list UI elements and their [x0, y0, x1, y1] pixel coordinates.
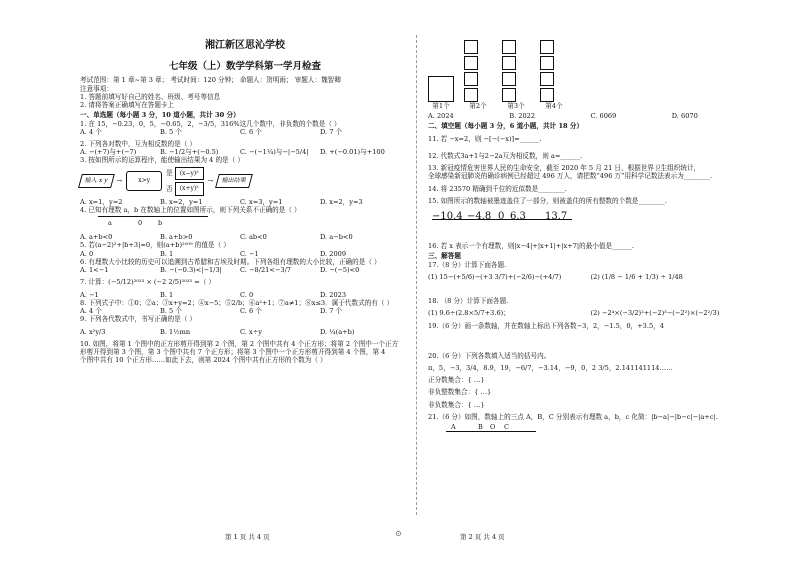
fig-label: 第2个 [469, 102, 487, 110]
option: D. 7 个 [320, 307, 343, 316]
nl-num: −4.8 [467, 211, 492, 223]
q8-options [80, 307, 410, 315]
note-1: 1. 答题前填写好自己的姓名、班级、考号等信息 [80, 92, 221, 101]
option: A. −1 [80, 290, 99, 299]
question-21: 21.（6 分）如图，数轴上的三点 A，B，C 分别表示有理数 a，b，c 化简：|b−a|−|b−c|−|a+c|. [428, 412, 718, 421]
option: B. 2022 [509, 112, 536, 121]
question-13-line-1: 13. 新冠疫情危害世界人民的生命安全，截至 2020 年 5 月 21 日，根据世界卫生组织统计， [428, 164, 701, 173]
option: C. 6069 [590, 112, 617, 121]
nl-num: 13.7 [545, 211, 568, 223]
fig-label: 第1个 [432, 102, 450, 110]
question-1: 1. 在 15，−0.23，0，5，−0.65，2，−3/5，316%这几个数中，非负数的个数是（ ） [80, 119, 341, 128]
note-2: 2. 请将答案正确填写在答题卡上 [80, 101, 175, 110]
question-10-line-3: 个图中共有 10 个正方形……如此下去，则第 2024 个图中共有正方形的个数为（ ） [80, 356, 327, 365]
option: C. 6 个 [240, 307, 262, 316]
nl-num: −10.4 [432, 211, 463, 223]
option: B. −(−0.3)<|−1/3| [160, 266, 222, 275]
question-5: 5. 若(a−2)²+|b+3|=0，则(a+b)²⁰⁰⁹ 的值是（ ） [80, 241, 230, 250]
option: D. 2023 [320, 290, 347, 299]
q4-options [80, 233, 410, 241]
option: D. 2009 [320, 249, 347, 258]
option: B. x=2，y=1 [160, 197, 203, 206]
q17-part-2: (2) (1/8 − 1/6 + 1/3) ÷ 1/48 [590, 272, 683, 281]
question-14: 14. 将 23570 精确到千位的近似数是________. [428, 184, 567, 193]
set-positive-fractions: 正分数集合：{ …} [428, 376, 485, 385]
ink-number-line [432, 211, 572, 238]
option: A. 4 个 [80, 307, 102, 316]
label-B: B [478, 423, 483, 432]
question-11: 11. 若 −x=2，则 −[−(−x)]=______. [428, 134, 542, 143]
question-3: 3. 按如图所示的运算程序，能使输出结果为 4 的是（ ） [80, 156, 244, 165]
question-17: 17.（8 分）计算下面各题. [428, 260, 507, 269]
label-C: C [504, 423, 509, 432]
question-10-line-2: 形剪开得到第 3 个图，第 3 个图中共有 7 个正方形；将第 3 个图中一个正方形剪开得到第 4 个图，第 4 [80, 348, 386, 356]
q9-options [80, 328, 410, 336]
question-10-line-1: 10. 如图，将第 1 个图中的正方形剪开得到第 2 个图，第 2 个图中共有 4 个正方形；将第 2 个图中一个正方 [80, 339, 399, 348]
question-8: 8. 下列式子中：①0；②a；③x+y=2；④x−5；⑤2/b；⑥a²+1；⑦a≠1；⑧x≤3．属于代数式的有（ ） [80, 298, 394, 307]
page-one [80, 40, 410, 364]
option: D. 7 个 [320, 127, 343, 136]
option: A. 1<−1 [80, 266, 109, 275]
footer-mark: ⊙ [395, 529, 402, 538]
label-A: A [451, 423, 456, 432]
section-2-title: 二、填空题（每小题 3 分，6 道小题，共计 18 分） [428, 122, 584, 131]
question-4: 4. 已知有理数 a，b 在数轴上的位置如图所示，则下列关系不正确的是（ ） [80, 205, 301, 214]
notes-title: 注意事项： [80, 84, 113, 93]
label-zero: 0 [138, 219, 143, 228]
q7-options [80, 291, 410, 299]
q10-options [428, 112, 763, 120]
label-O: O [490, 423, 496, 432]
set-nonneg-integers: 非负整数集合：{ …} [428, 388, 492, 397]
option: B. a+b>0 [160, 233, 193, 242]
option: A. 4 个 [80, 127, 102, 136]
question-12: 12. 代数式3a+1与2−2a互为相反数，则 a=______. [428, 151, 583, 160]
exam-info: 考试范围：第 1 章~第 3 章； 考试时间：120 分钟； 命题人：贺明雨； 审题人：魏智卿 [80, 76, 341, 85]
flow-output: 输出结果 [215, 174, 253, 188]
option: A. a+b<0 [80, 233, 113, 242]
option: B. 1 [160, 290, 174, 299]
option: D. 6070 [671, 112, 698, 121]
option: D. a−b<0 [320, 233, 353, 242]
section-3-title: 三、解答题 [428, 252, 461, 261]
option: C. ab<0 [240, 233, 267, 242]
label-a: a [108, 219, 112, 228]
q20-numbers: π，5，−3，3/4，8.9，19，−6/7，−3.14，−9，0，2 3/5，2.141141114…… [428, 363, 673, 372]
question-19: 19.（6 分）画一条数轴，并在数轴上标出下列各数−3，2，−1.5，0，+3.5，4 [428, 321, 664, 330]
option: B. 5 个 [160, 307, 182, 316]
question-16: 16. 若 x 表示一个有理数，则|x−4|+|x+1|+|x+7|的最小值是______. [428, 242, 634, 251]
option: D. ¼(a+b) [320, 327, 355, 336]
option: A. 0 [80, 249, 94, 258]
fig-label: 第4个 [545, 102, 563, 110]
q1-options [80, 128, 410, 136]
question-20: 20.（6 分）下列各数填入适当的括号内。 [428, 351, 551, 360]
option: C. 6 个 [240, 127, 262, 136]
square-figures [428, 40, 763, 110]
q18-part-1: (1) 9.6÷(2.8×5/7+3.6)； [428, 309, 510, 318]
q18-parts [428, 309, 763, 317]
flow-op-2: (x+y)² [175, 182, 204, 196]
q17-parts [428, 273, 763, 281]
option: D. x=2，y=3 [320, 197, 363, 206]
q2-options [80, 148, 410, 156]
option: A. x=1，y=2 [80, 197, 123, 206]
fig-label: 第3个 [507, 102, 525, 110]
school-name: 湘江新区思沁学校 [205, 40, 285, 51]
label-b: b [158, 219, 163, 228]
q3-options [80, 198, 410, 206]
option: C. −(−1¼)与−|−5/4| [240, 148, 309, 157]
exam-title: 七年级（上）数学学科第一学月检查 [168, 60, 321, 72]
option: B. 1 [160, 249, 174, 258]
option: C. x=3，y=1 [240, 197, 283, 206]
option: B. 1½mn [160, 327, 191, 336]
nl-num: 0 [498, 211, 505, 223]
question-15: 15. 如图所示的数轴被墨迹盖住了一部分，则被盖住的所有整数的个数是________. [428, 196, 667, 205]
question-7: 7. 计算：(−5/12)²⁰²³ × (−2 2/5)²⁰²³ =（ ） [80, 278, 215, 287]
flow-input: 输入 x y [78, 174, 114, 188]
option: A. 2024 [428, 112, 454, 121]
page-divider [416, 35, 417, 515]
question-18: 18. （8 分）计算下面各题. [428, 297, 509, 306]
flow-yes: 是 [166, 169, 173, 178]
nl-num: 6.3 [510, 211, 526, 223]
option: B. −1/2与+(−0.5) [160, 148, 219, 157]
flowchart: 输入 x y → x>y 是 (x−y)² 否 (x+y)² → 输出结果 [80, 167, 410, 196]
question-6: 6. 有理数大小比较的历史可以追溯到古希腊和古埃及时期。下列各组有理数的大小比较，正确的是（ ） [80, 257, 381, 266]
footer-page-1: 第 1 页 共 4 页 [225, 533, 270, 541]
number-line-abc [446, 423, 536, 446]
flow-branches [166, 167, 203, 196]
flow-no: 否 [166, 184, 173, 193]
option: C. −8/21<−3/7 [240, 266, 291, 275]
option: C. x÷y [240, 327, 262, 336]
option: D. +(−0.01)与+100 [320, 148, 385, 157]
set-nonneg-numbers: 非负数集合：{ …} [428, 400, 485, 409]
option: C. −1 [240, 249, 259, 258]
footer-page-2: 第 2 页 共 4 页 [460, 533, 505, 541]
option: A. −(+7)与+(−7) [80, 148, 137, 157]
question-13-line-2: 全球感染新冠肺炎的确诊病例已经超过 496 万人，请把数“496 万”用科学记数法表示为________. [428, 172, 713, 181]
q6-options [80, 266, 410, 274]
q18-part-2: (2) −2⁴×(−3/2)²+(−2)³−(−2²)×(−2²/3) [590, 309, 720, 318]
q17-part-1: (1) 15−(+5/6)−(+3 3/7)+(−2/6)−(+4/7) [428, 272, 562, 281]
page-two [428, 40, 763, 448]
option: D. −(−5)<0 [320, 266, 360, 275]
option: C. 0 [240, 290, 254, 299]
section-1-title: 一、单选题（每小题 3 分，10 道小题，共计 30 分） [80, 111, 240, 120]
number-line-ab [98, 216, 208, 231]
question-9: 9. 下列各代数式中，书写正确的是（ ） [80, 315, 196, 324]
option: B. 5 个 [160, 127, 182, 136]
option: A. x²y/3 [80, 327, 106, 336]
flow-condition: x>y [126, 171, 162, 191]
flow-op-1: (x−y)² [175, 167, 204, 181]
q5-options [80, 250, 410, 258]
question-2: 2. 下列各对数中，互为相反数的是（ ） [80, 140, 196, 149]
